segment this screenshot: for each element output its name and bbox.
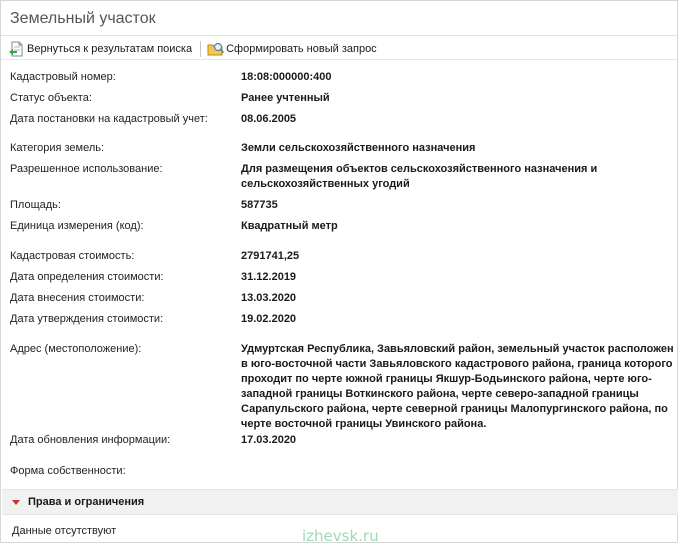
field-label: Дата утверждения стоимости: [10,313,164,325]
rights-section-toggle[interactable] [2,489,678,515]
field-value: 08.06.2005 [241,113,297,125]
field-value: 19.02.2020 [241,313,297,325]
field-label: Адрес (местоположение): [10,343,142,355]
back-to-results-button[interactable] [8,41,192,57]
field-label: Дата постановки на кадастровый учет: [10,113,208,125]
field-label: Разрешенное использование: [10,163,163,175]
new-query-label: Сформировать новый запрос [226,43,377,55]
field-label: Дата обновления информации: [10,434,171,446]
field-label: Форма собственности: [10,465,126,477]
field-value: 31.12.2019 [241,271,297,283]
watermark: izhevsk.ru [302,527,379,543]
toolbar-divider [200,41,201,57]
field-label: Дата определения стоимости: [10,271,164,283]
field-label: Площадь: [10,199,61,211]
page-title: Земельный участок [10,10,156,27]
field-label: Категория земель: [10,142,105,154]
field-value: 13.03.2020 [241,292,297,304]
field-value: Земли сельскохозяйственного назначения [241,142,476,154]
toolbar [1,36,677,60]
panel-header [1,1,677,36]
no-data-text: Данные отсутствуют [12,525,117,537]
field-label: Статус объекта: [10,92,92,104]
field-value: Ранее учтенный [241,92,330,104]
field-label: Единица измерения (код): [10,220,144,232]
field-label: Кадастровый номер: [10,71,116,83]
section-title: Права и ограничения [28,496,145,508]
field-value: 587735 [241,199,278,211]
document-back-icon [8,41,24,57]
field-value: Квадратный метр [241,220,338,232]
new-query-button[interactable] [207,41,377,57]
field-value: 17.03.2020 [241,434,297,446]
folder-search-icon [207,41,223,57]
field-value: 2791741,25 [241,250,300,262]
field-label: Кадастровая стоимость: [10,250,135,262]
field-value: 18:08:000000:400 [241,71,332,83]
field-value: Удмуртская Республика, Завьяловский район, земельный участок расположен в юго-восточной части Завьяловского кадастрового района, граница которого проходит по черте южной границы Якшур-Бодьинского района, черте юго-западной границы Воткинского района, черте северо-западной границы Сарапульского района, черте северной границы Малопургинского района, по черте восточной границы Увинского района. [241,343,674,430]
field-label: Дата внесения стоимости: [10,292,145,304]
field-value: Для размещения объектов сельскохозяйственного назначения и сельскохозяйственных угодий [241,163,598,190]
back-to-results-label: Вернуться к результатам поиска [27,43,193,55]
collapse-triangle-icon [12,500,20,505]
